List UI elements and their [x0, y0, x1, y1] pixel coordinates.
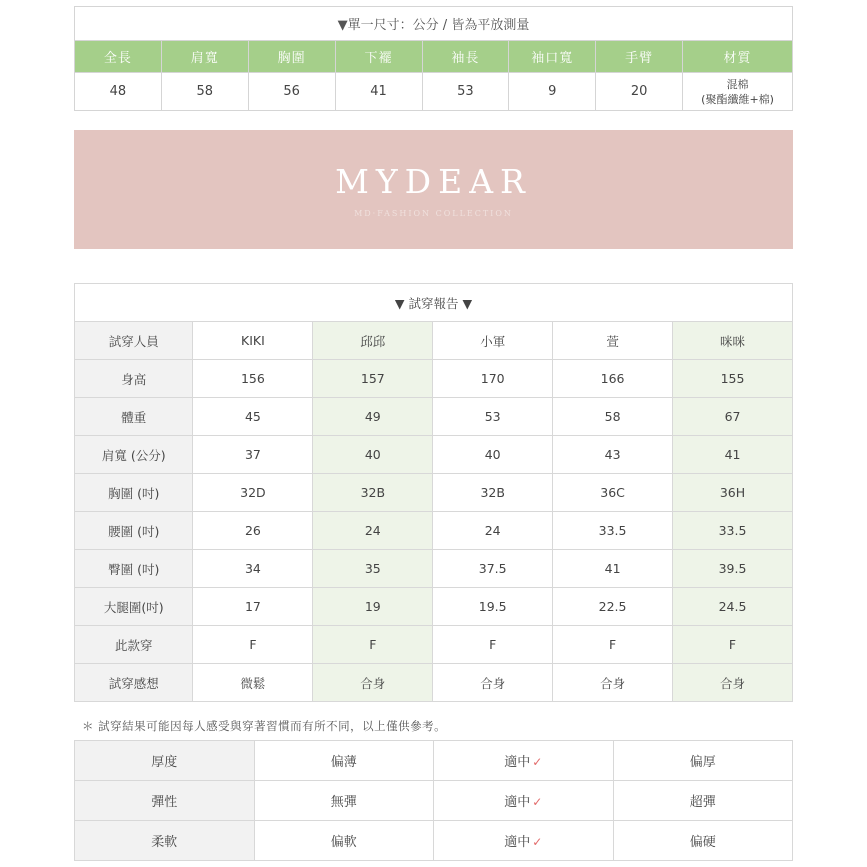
report-cell: 合身 — [313, 664, 433, 702]
size-header-cell: 全長 — [75, 41, 162, 73]
feel-option-label: 適中 — [504, 835, 531, 850]
size-table-title-row — [75, 7, 793, 41]
report-row-label: 胸圍 (吋) — [75, 474, 193, 512]
report-cell: F — [313, 626, 433, 664]
feel-row-label: 柔軟 — [75, 821, 255, 861]
report-cell: 32B — [433, 474, 553, 512]
report-cell: 合身 — [553, 664, 673, 702]
size-value-cell: 9 — [509, 73, 596, 111]
report-cell: 156 — [193, 360, 313, 398]
report-cell: F — [193, 626, 313, 664]
table-row — [75, 588, 793, 626]
report-person-name: 萱 — [553, 322, 673, 360]
table-row — [75, 781, 793, 821]
report-cell: 67 — [673, 398, 793, 436]
report-person-name: 咪咪 — [673, 322, 793, 360]
report-cell: 40 — [313, 436, 433, 474]
report-cell: 34 — [193, 550, 313, 588]
report-cell: 17 — [193, 588, 313, 626]
report-person-name: 小軍 — [433, 322, 553, 360]
size-table-title: ▼單一尺寸：公分 / 皆為平放測量 — [75, 7, 793, 41]
size-header-cell: 手臂 — [596, 41, 683, 73]
report-people-row — [75, 322, 793, 360]
report-row-label: 體重 — [75, 398, 193, 436]
table-row — [75, 821, 793, 861]
report-cell: 53 — [433, 398, 553, 436]
report-cell: 19.5 — [433, 588, 553, 626]
report-person-name: KIKI — [193, 322, 313, 360]
size-header-cell: 袖長 — [422, 41, 509, 73]
size-value-cell: 58 — [161, 73, 248, 111]
report-row-label: 臀圍 (吋) — [75, 550, 193, 588]
feel-option-selected — [434, 741, 614, 781]
size-table-header-row — [75, 41, 793, 73]
table-row — [75, 550, 793, 588]
report-cell: 49 — [313, 398, 433, 436]
report-row-label: 身高 — [75, 360, 193, 398]
table-row — [75, 398, 793, 436]
table-row — [75, 626, 793, 664]
size-header-cell: 肩寬 — [161, 41, 248, 73]
report-cell: 24 — [313, 512, 433, 550]
feel-option: 無彈 — [254, 781, 434, 821]
report-cell: 41 — [673, 436, 793, 474]
size-header-cell: 下襬 — [335, 41, 422, 73]
report-cell: 41 — [553, 550, 673, 588]
report-title: ▼ 試穿報告 ▼ — [75, 284, 793, 322]
table-row — [75, 664, 793, 702]
table-row — [75, 741, 793, 781]
size-value-cell: 56 — [248, 73, 335, 111]
report-cell: 22.5 — [553, 588, 673, 626]
size-header-cell: 袖口寬 — [509, 41, 596, 73]
report-cell: 32D — [193, 474, 313, 512]
feel-option: 偏硬 — [613, 821, 793, 861]
fitting-report-block — [74, 283, 793, 702]
fabric-feel-table — [74, 740, 793, 861]
size-table-block — [74, 6, 793, 111]
report-cell: 170 — [433, 360, 553, 398]
size-value-cell: 48 — [75, 73, 162, 111]
report-people-label: 試穿人員 — [75, 322, 193, 360]
feel-option-selected — [434, 821, 614, 861]
brand-subtitle: MD·FASHION COLLECTION — [354, 208, 513, 218]
feel-option: 偏薄 — [254, 741, 434, 781]
report-cell: 合身 — [673, 664, 793, 702]
report-cell: 35 — [313, 550, 433, 588]
feel-option-label: 適中 — [504, 795, 531, 810]
report-cell: 合身 — [433, 664, 553, 702]
report-cell: 155 — [673, 360, 793, 398]
report-cell: 36C — [553, 474, 673, 512]
table-row — [75, 436, 793, 474]
report-person-name: 邱邱 — [313, 322, 433, 360]
feel-option-selected — [434, 781, 614, 821]
check-icon: ✓ — [532, 835, 543, 849]
report-cell: 24.5 — [673, 588, 793, 626]
disclaimer-note: ＊ 試穿結果可能因每人感受與穿著習慣而有所不同，以上僅供參考。 — [82, 719, 447, 733]
report-cell: F — [553, 626, 673, 664]
size-value-cell: 53 — [422, 73, 509, 111]
report-cell: 24 — [433, 512, 553, 550]
report-row-label: 肩寬 (公分) — [75, 436, 193, 474]
report-row-label: 腰圍 (吋) — [75, 512, 193, 550]
feel-option-label: 適中 — [504, 755, 531, 770]
table-row — [75, 474, 793, 512]
feel-row-label: 彈性 — [75, 781, 255, 821]
report-cell: 45 — [193, 398, 313, 436]
report-row-label: 試穿感想 — [75, 664, 193, 702]
material-line-1: 混棉 — [726, 77, 749, 91]
material-line-2: (聚酯纖維+棉) — [701, 92, 774, 106]
report-cell: 32B — [313, 474, 433, 512]
table-row — [75, 512, 793, 550]
report-cell: 33.5 — [553, 512, 673, 550]
check-icon: ✓ — [532, 795, 543, 809]
report-cell: F — [673, 626, 793, 664]
feel-option: 偏軟 — [254, 821, 434, 861]
fabric-feel-block — [74, 740, 793, 861]
report-cell: 37.5 — [433, 550, 553, 588]
fitting-report-table — [74, 283, 793, 702]
report-cell: 58 — [553, 398, 673, 436]
report-cell: 166 — [553, 360, 673, 398]
table-row — [75, 360, 793, 398]
feel-row-label: 厚度 — [75, 741, 255, 781]
report-cell: 微鬆 — [193, 664, 313, 702]
size-value-cell: 41 — [335, 73, 422, 111]
report-cell: 19 — [313, 588, 433, 626]
material-cell — [683, 73, 793, 111]
report-cell: 39.5 — [673, 550, 793, 588]
brand-title: MYDEAR — [335, 161, 532, 201]
report-row-label: 此款穿 — [75, 626, 193, 664]
size-table — [74, 6, 793, 111]
size-header-cell: 胸圍 — [248, 41, 335, 73]
brand-banner — [74, 130, 793, 249]
size-header-cell: 材質 — [683, 41, 793, 73]
check-icon: ✓ — [532, 755, 543, 769]
report-cell: 43 — [553, 436, 673, 474]
size-table-value-row — [75, 73, 793, 111]
report-cell: 157 — [313, 360, 433, 398]
report-cell: 33.5 — [673, 512, 793, 550]
report-cell: F — [433, 626, 553, 664]
size-value-cell: 20 — [596, 73, 683, 111]
feel-option: 超彈 — [613, 781, 793, 821]
report-cell: 26 — [193, 512, 313, 550]
report-title-row — [75, 284, 793, 322]
feel-option: 偏厚 — [613, 741, 793, 781]
report-cell: 36H — [673, 474, 793, 512]
report-row-label: 大腿圍(吋) — [75, 588, 193, 626]
report-cell: 40 — [433, 436, 553, 474]
report-cell: 37 — [193, 436, 313, 474]
